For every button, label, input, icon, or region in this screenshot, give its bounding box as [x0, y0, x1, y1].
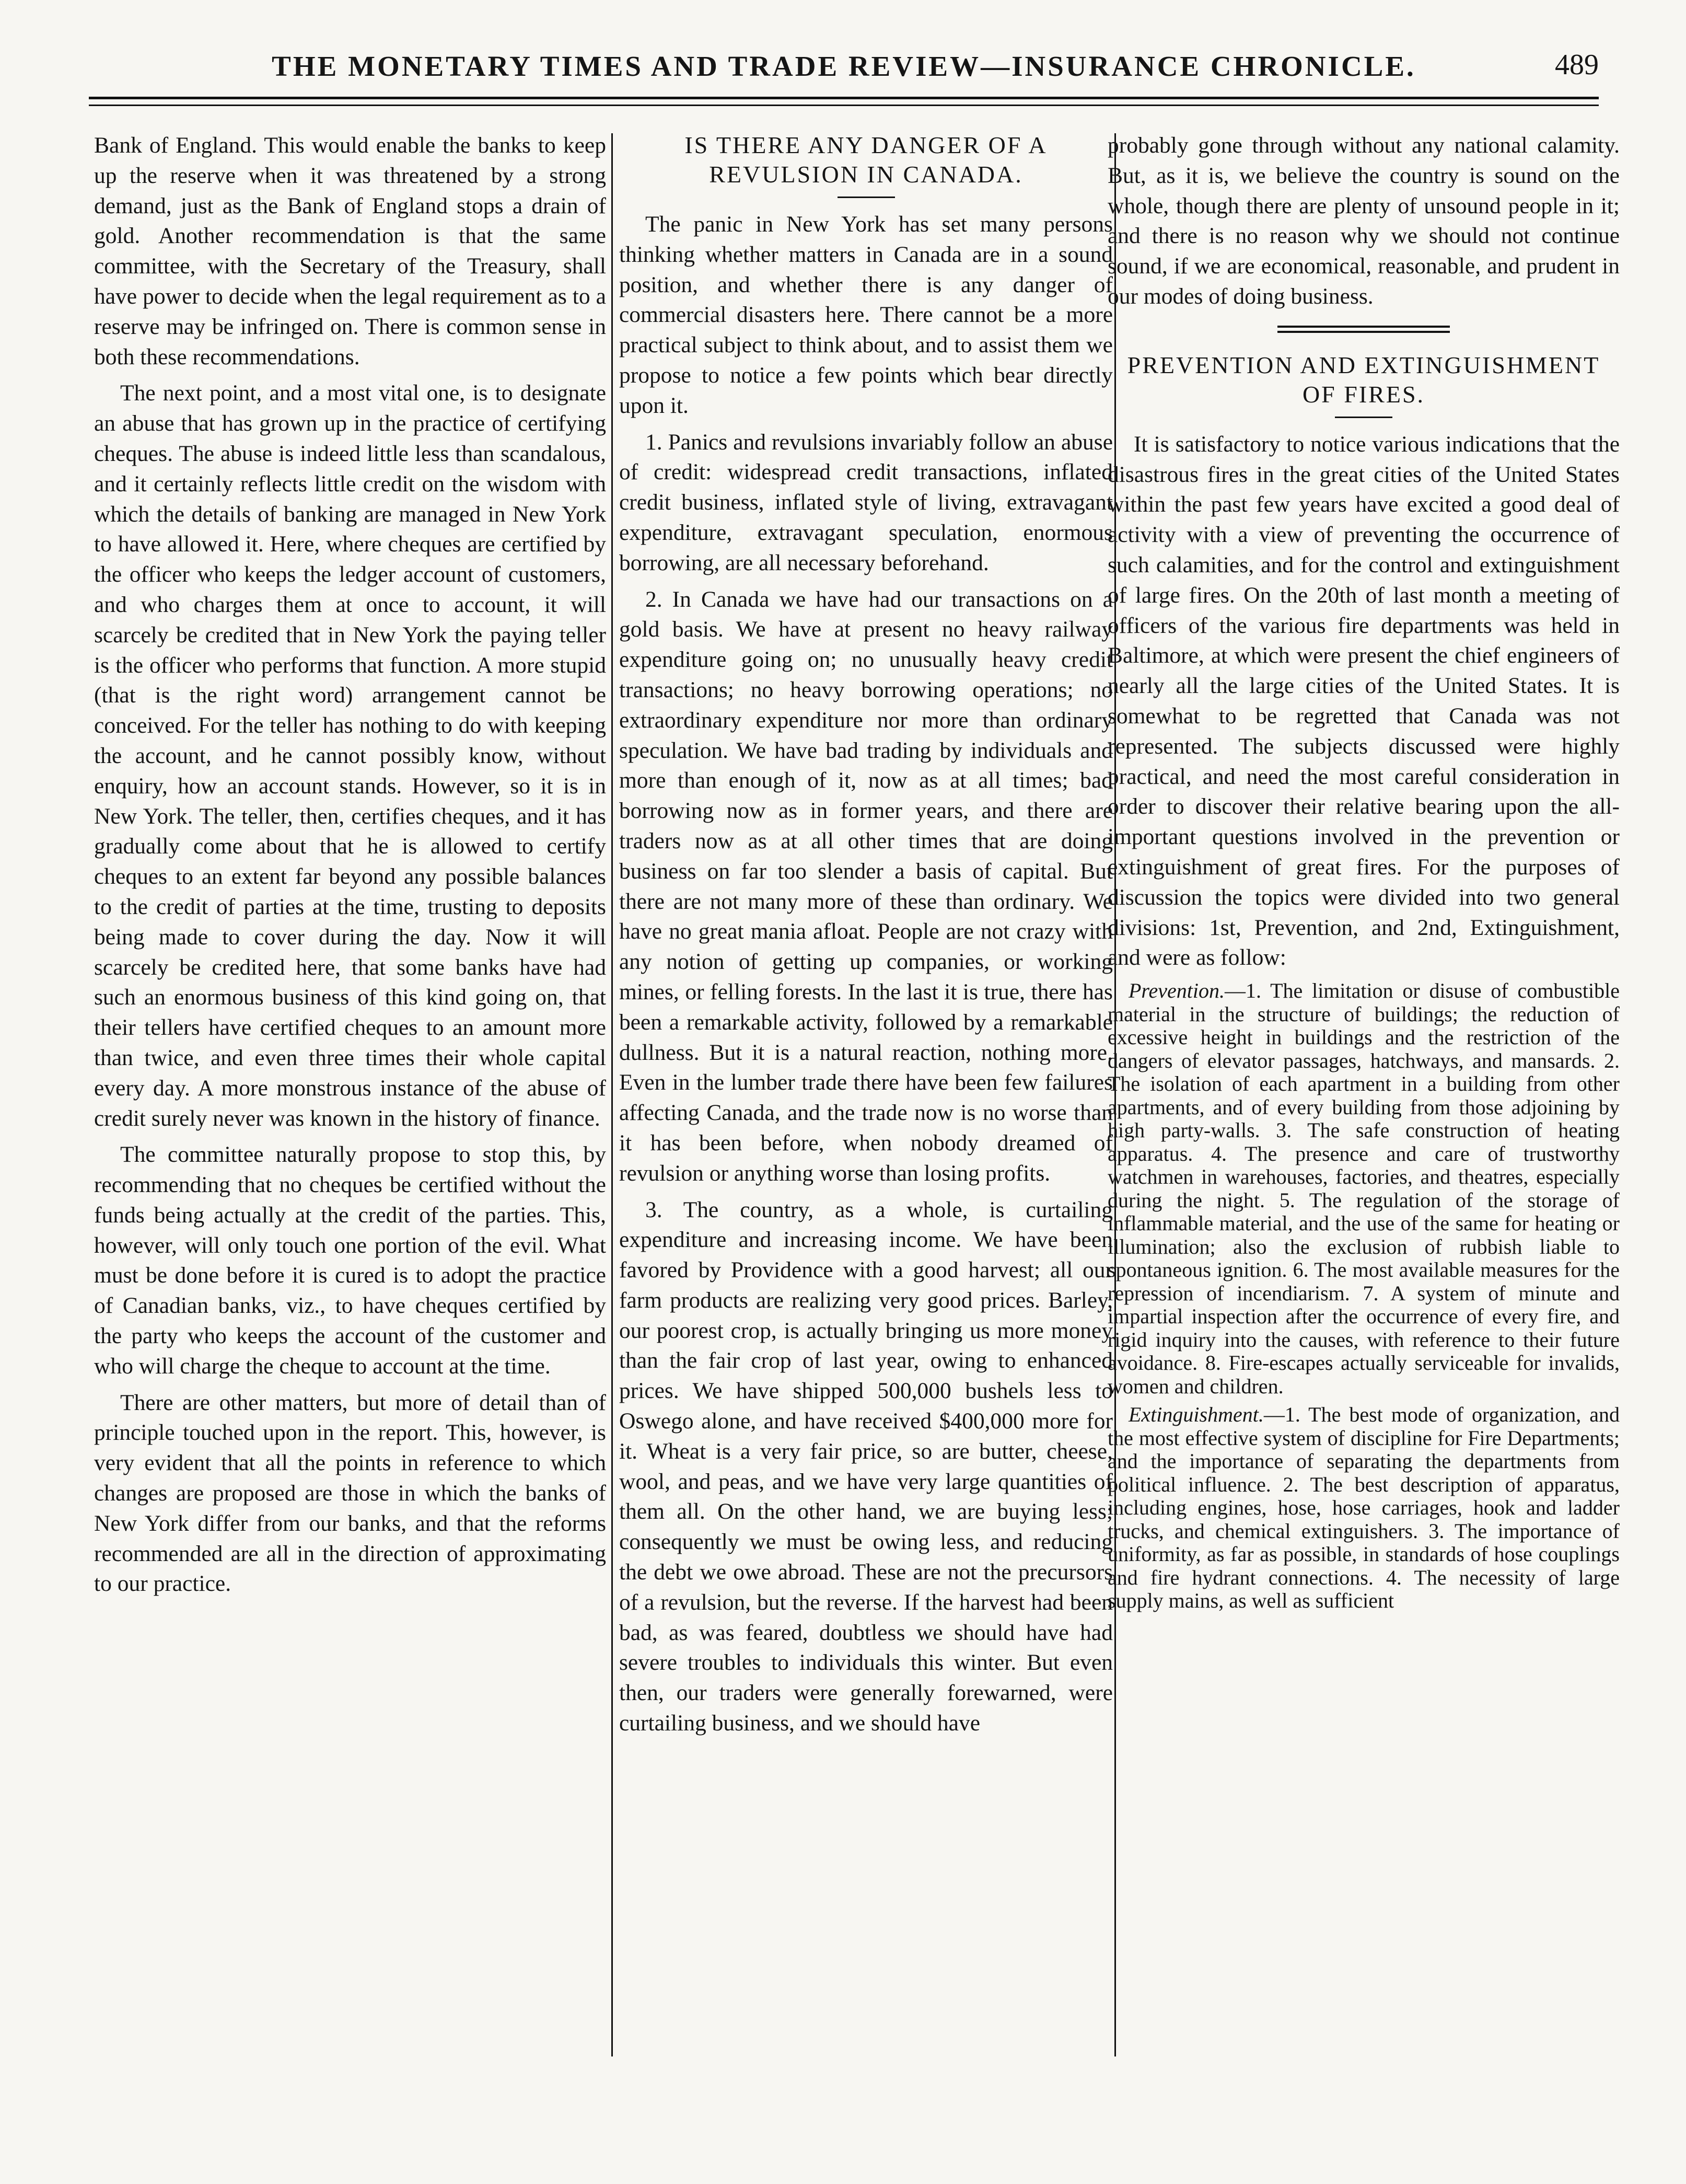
article-paragraph: 2. In Canada we have had our transactions on a gold basis. We have at present no heavy railway expenditure going on; no unusually heavy credit transactions; no heavy borrowing operations; no extraordinary expenditure nor more than ordinary speculation. We have bad trading by individuals and more than enough of it, now as at all times; bad borrowing now as in former years, and there are traders now as at all other times that are doing business on far too slender a basis of capital. But there are not many more of these than ordinary. We have no great mania afloat. People are not crazy with any notion of getting up companies, or working mines, or felling forests. In the last it is true, there has been a remarkable activity, followed by a remarkable dullness. But it is a natural reaction, nothing more. Even in the lumber trade there have been few failures affecting Canada, and the trade now is no worse than it has been before, when nobody dreamed of revulsion or anything worse than losing profits.	[619, 586, 1113, 1186]
column-three	[1108, 131, 1620, 1618]
prevention-label: Prevention.	[1129, 979, 1225, 1003]
article-headline: IS THERE ANY DANGER OF A REVULSION IN CANADA.	[684, 132, 1048, 188]
page-number: 489	[1555, 49, 1599, 81]
article-headline: PREVENTION AND EXTINGUISHMENT OF FIRES.	[1127, 351, 1600, 408]
article-paragraph: 3. The country, as a whole, is curtailing expenditure and increasing income. We have been favored by Providence with a good harvest; all our farm products are realizing very good prices. Barley, our poorest crop, is actually bringing us more money than the fair crop of last year, owing to enhanced prices. We have shipped 500,000 bushels less to Oswego alone, and have received $400,000 more for it. Wheat is a very fair price, so are butter, cheese, wool, and peas, and we have very large quantities of them all. On the other hand, we are buying less; consequently we must be owing less, and reducing the debt we owe abroad. These are not the precursors of a revulsion, but the reverse. If the harvest had been bad, as was feared, doubtless we should have had severe troubles to individuals this winter. But even then, our traders were generally forewarned, were curtailing business, and we should have	[619, 1197, 1113, 1736]
article-separator	[1277, 326, 1450, 333]
column-one	[94, 131, 606, 1605]
article-paragraph: Bank of England. This would enable the banks to keep up the reserve when it was threatened by a strong demand, just as the Bank of England stops a drain of gold. Another recommendation is that the same committee, with the Secretary of the Treasury, shall have power to decide when the legal requirement as to a reserve may be infringed on. There is common sense in both these recommendations.	[94, 133, 606, 369]
prevention-text: —1. The limitation or disuse of combustible material in the structure of buildings; the reduction of excessive height in buildings and the restriction of the dangers of elevator passages, hatchways, and mansards. 2. The isolation of each apartment in a building from other apartments, and of every building from those adjoining by high party-walls. 3. The safe construction of heating apparatus. 4. The presence and care of trustworthy watchmen in warehouses, factories, and theatres, especially during the night. 5. The regulation of the storage of inflammable material, and the use of the same for heating or illumination; also the exclusion of rubbish liable to spontaneous ignition. 6. The most available measures for the repression of incendiarism. 7. A system of minute and impartial inspection after the occurrence of every fire, and rigid inquiry into the causes, with reference to their future avoidance. 8. Fire-escapes actually serviceable for invalids, women and children.	[1108, 979, 1620, 1398]
prevention-topics	[1108, 979, 1620, 1398]
headline-rule	[838, 197, 895, 198]
article-paragraph: The panic in New York has set many persons thinking whether matters in Canada are in a sound position, and whether there is any danger of commercial disasters here. There cannot be a more practical subject to think about, and to assist them we propose to notice a few points which bear directly upon it.	[619, 212, 1113, 418]
extinguishment-label: Extinguishment.	[1129, 1403, 1264, 1427]
extinguishment-topics	[1108, 1403, 1620, 1613]
header-rule-thin	[89, 105, 1599, 106]
headline-rule	[1335, 417, 1392, 418]
header-rule	[89, 97, 1599, 99]
article-paragraph: The next point, and a most vital one, is to designate an abuse that has grown up in the practice of certifying cheques. The abuse is indeed little less than scandalous, and it certainly reflects little credit on the wisdom with which the details of banking are managed in New York to have allowed it. Here, where cheques are certified by the officer who keeps the ledger account of customers, and who charges them at once to account, it will scarcely be credited that in New York the paying teller is the officer who performs that function. A more stupid (that is the right word) arrangement cannot be conceived. For the teller has nothing to do with keeping the account, and he cannot possibly know, without enquiry, how an account stands. However, so it is in New York. The teller, then, certifies cheques, and it has gradually come about that he is allowed to certify cheques to an extent far beyond any possible balances to the credit of parties at the time, trusting to deposits being made to cover during the day. Now it will scarcely be credited here, that some banks have had such an enormous business of this kind going on, that their tellers have certified cheques to an amount more than twice, and even three times their whole capital every day. A more monstrous instance of the abuse of credit surely never was known in the history of finance.	[94, 380, 606, 1131]
article-paragraph: The committee naturally propose to stop this, by recommending that no cheques be certified without the funds being actually at the credit of the parties. This, however, will only touch one portion of the evil. What must be done before it is cured is to adopt the practice of Canadian banks, viz., to have cheques certified by the party who keeps the account of the customer and who will charge the cheque to account at the time.	[94, 1142, 606, 1379]
article-paragraph: It is satisfactory to notice various indications that the disastrous fires in the great cities of the United States within the past few years have excited a good deal of activity with a view of preventing the occurrence of such calamities, and for the control and extinguishment of large fires. On the 20th of last month a meeting of officers of the various fire departments was held in Baltimore, at which were present the chief engineers of nearly all the large cities of the United States. It is somewhat to be regretted that Canada was not represented. The subjects discussed were highly practical, and need the most careful consideration in order to discover their relative bearing upon the all-important questions involved in the prevention or extinguishment of great fires. For the purposes of discussion the topics were divided into two general divisions: 1st, Prevention, and 2nd, Extinguishment, and were as follow:	[1108, 431, 1620, 970]
article-continuation: probably gone through without any national calamity. But, as it is, we believe the country is sound on the whole, though there are plenty of unsound people in it; and there is no reason why we should not continue sound, if we are economical, reasonable, and prudent in our modes of doing business.	[1108, 133, 1620, 309]
fire-topics-list	[1108, 979, 1620, 1613]
extinguishment-text: —1. The best mode of organization, and the most effective system of discipline for Fire Departments; and the importance of separating the departments from political influence. 2. The best description of apparatus, including engines, hose, hose carriages, hook and ladder trucks, and chemical extinguishers. 3. The importance of uniformity, as far as possible, in standards of hose couplings and fire hydrant connections. 4. The necessity of large supply mains, as well as sufficient	[1108, 1403, 1620, 1613]
article-paragraph: There are other matters, but more of detail than of principle touched upon in the report. This, however, is very evident that all the points in reference to which changes are proposed are those in which the banks of New York differ from our banks, and that the reforms recommended are all in the direction of approximating to our practice.	[94, 1390, 606, 1597]
article-paragraph: 1. Panics and revulsions invariably follow an abuse of credit: widespread credit transactions, inflated credit business, inflated style of living, extravagant expenditure, extravagant speculation, enormous borrowing, are all necessary beforehand.	[619, 429, 1113, 575]
column-two	[619, 131, 1113, 1745]
running-title: THE MONETARY TIMES AND TRADE REVIEW—INSURANCE CHRONICLE.	[272, 50, 1416, 82]
column-rule-left	[611, 133, 613, 2056]
